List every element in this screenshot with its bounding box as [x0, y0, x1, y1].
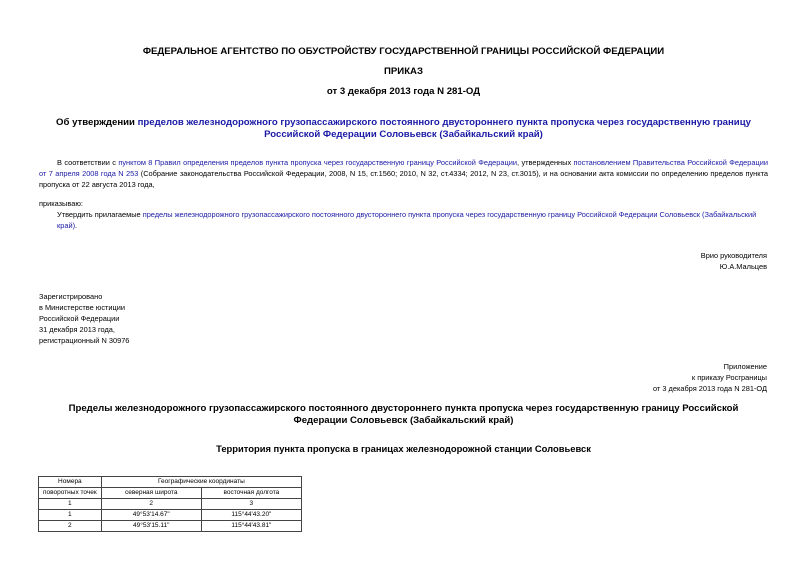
table-row — [39, 510, 302, 521]
appendix-line-2: к приказу Росграницы — [691, 373, 767, 382]
table-header-row — [39, 477, 302, 488]
doc-type: ПРИКАЗ — [384, 66, 423, 77]
link-limits[interactable]: пределы железнодорожного грузопассажирского постоянного двустороннего пункта пропуска через государственную границу Российской Федерации Соловьевск (Забайкальский край) — [57, 210, 757, 230]
table-subheader-row — [39, 488, 302, 499]
signature-block — [567, 250, 767, 272]
p1-text-c: (Собрание законодательства Российской Федерации, 2008, N 15, ст.1560; 2010, N 32, ст.4334; 2012, N 23, ст.3015), и на основании акта комиссии по определению пределов пункта пропуска от 22 августа 2013 года, — [39, 169, 768, 189]
p1-text-b: , утвержденных — [517, 158, 574, 167]
link-rules-point-8[interactable]: пунктом 8 Правил определения пределов пункта пропуска через государственную границу Российской Федерации — [118, 158, 518, 167]
table-index-row — [39, 499, 302, 510]
index-cell: 2 — [101, 499, 201, 510]
link-government-resolution[interactable]: постановлением Правительства Российской Федерации от 7 апреля 2008 года N 253 — [39, 158, 768, 178]
registration-line-1: Зарегистрировано — [39, 292, 103, 301]
appendix-line-3: от 3 декабря 2013 года N 281-ОД — [652, 384, 767, 393]
registration-line-2: в Министерстве юстиции — [39, 303, 126, 312]
title-prefix: Об утверждении — [56, 117, 138, 128]
signature-role: Врио руководителя — [700, 251, 767, 260]
cell-num: 2 — [39, 521, 102, 532]
doc-title — [52, 117, 755, 141]
paragraph-basis — [39, 157, 768, 190]
header-cell-num-2: поворотных точек — [39, 488, 102, 499]
appendix-subtitle: Территория пункта пропуска в границах железнодорожной станции Соловьевск — [216, 443, 591, 454]
header-cell-num: Номера — [39, 477, 102, 488]
p2-text-b: . — [75, 221, 78, 230]
title-link[interactable]: пределов железнодорожного грузопассажирского постоянного двустороннего пункта пропуска через государственную границу Российской Федерации Соловьевск (Забайкальский край) — [137, 117, 751, 140]
cell-lon: 115°44'43.20" — [201, 510, 301, 521]
p2-text-a: Утвердить прилагаемые — [57, 210, 143, 219]
appendix-title: Пределы железнодорожного грузопассажирского постоянного двустороннего пункта пропуска через государственную границу Российской Федерации Соловьевск (Забайкальский край) — [68, 403, 739, 426]
header-cell-lat: северная широта — [101, 488, 201, 499]
coordinates-table — [38, 476, 302, 532]
appendix-header — [517, 361, 767, 394]
registration-line-5: регистрационный N 30976 — [39, 336, 130, 345]
appendix-line-1: Приложение — [723, 362, 767, 371]
cell-lon: 115°44'43.81" — [201, 521, 301, 532]
header-cell-geo: Географические координаты — [101, 477, 301, 488]
header-cell-lon: восточная долгота — [201, 488, 301, 499]
agency-name: ФЕДЕРАЛЬНОЕ АГЕНТСТВО ПО ОБУСТРОЙСТВУ ГОСУДАРСТВЕННОЙ ГРАНИЦЫ РОССИЙСКОЙ ФЕДЕРАЦИИ — [142, 46, 665, 57]
index-cell: 1 — [39, 499, 102, 510]
signature-name: Ю.А.Мальцев — [719, 262, 767, 271]
cell-lat: 49°53'14.67" — [101, 510, 201, 521]
paragraph-approve — [57, 209, 769, 231]
registration-line-3: Российской Федерации — [39, 314, 120, 323]
registration-block — [39, 291, 239, 346]
cell-num: 1 — [39, 510, 102, 521]
table-row — [39, 521, 302, 532]
index-cell: 3 — [201, 499, 301, 510]
p1-text-a: В соответствии с — [57, 158, 119, 167]
doc-date-number: от 3 декабря 2013 года N 281-ОД — [326, 86, 481, 97]
order-word: приказываю: — [39, 199, 83, 208]
registration-line-4: 31 декабря 2013 года, — [39, 325, 115, 334]
cell-lat: 49°53'15.11" — [101, 521, 201, 532]
